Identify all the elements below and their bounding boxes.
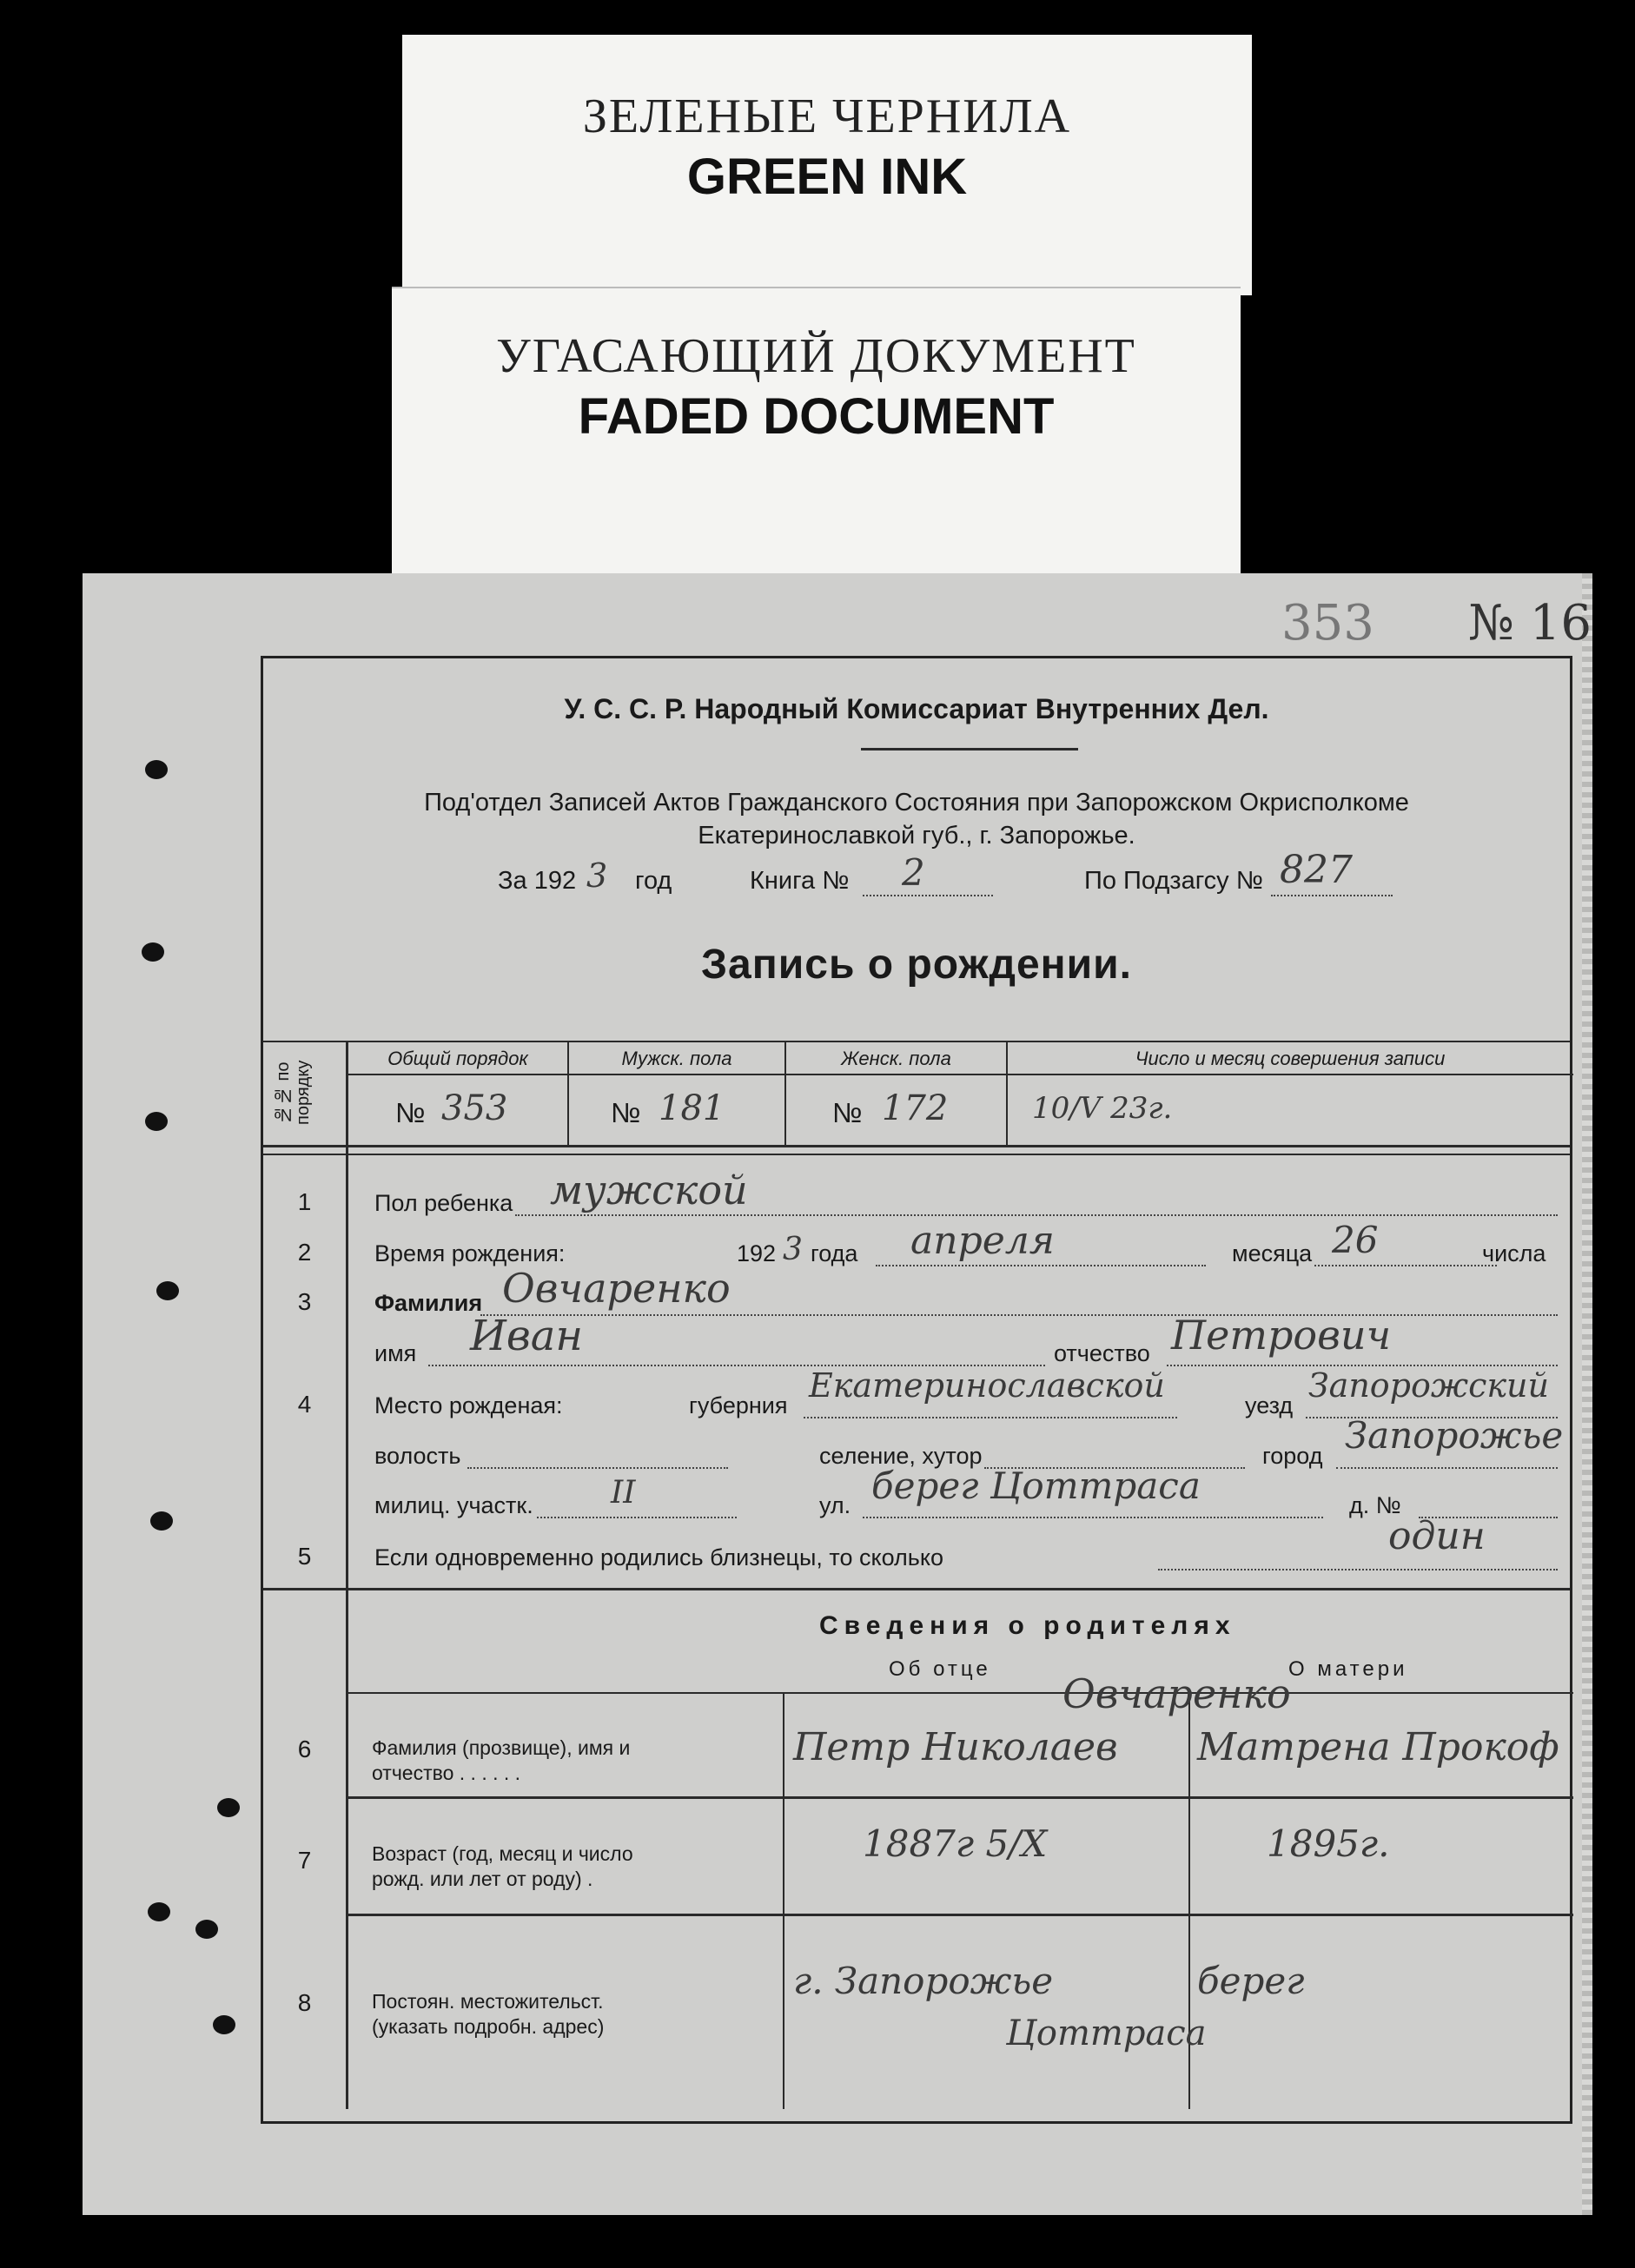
birth-day-label: числа bbox=[1482, 1240, 1546, 1266]
father-heading: Об отце bbox=[889, 1657, 991, 1681]
child-sex-label: Пол ребенка bbox=[374, 1190, 513, 1216]
field-line bbox=[876, 1265, 1206, 1266]
subzags-handwritten: 827 bbox=[1280, 848, 1353, 892]
child-sex-value: мужской bbox=[550, 1167, 748, 1213]
field-line bbox=[537, 1517, 737, 1518]
year-label: За 192 bbox=[498, 867, 577, 895]
row-number: 3 bbox=[297, 1288, 312, 1315]
row-number-heading: №№ по порядку bbox=[274, 1060, 313, 1126]
record-date-value: 10/V 23г. bbox=[1032, 1091, 1173, 1126]
parents-col-rule bbox=[783, 1692, 784, 2109]
punch-hole bbox=[142, 942, 164, 962]
county-label: уезд bbox=[1245, 1392, 1294, 1418]
mother-name-value: Матрена Прокоф bbox=[1197, 1725, 1559, 1769]
section-rule bbox=[263, 1588, 1570, 1590]
ministry-header: У. С. С. Р. Народный Комиссариат Внутренних Дел. bbox=[564, 693, 1269, 724]
militia-value: II bbox=[611, 1475, 636, 1511]
corner-number: 353 bbox=[1281, 595, 1374, 651]
number-column-rule bbox=[346, 1041, 348, 2109]
sheet-number: № 16 bbox=[1468, 595, 1592, 651]
birth-record-form bbox=[261, 656, 1572, 2124]
patronymic-value: Петрович bbox=[1171, 1312, 1392, 1359]
father-age-value: 1887г 5/X bbox=[863, 1822, 1048, 1865]
punch-hole bbox=[217, 1798, 240, 1817]
birth-time-label: Время рождения: bbox=[374, 1240, 566, 1266]
patronymic-label: отчество bbox=[1054, 1340, 1150, 1366]
province-label: губерния bbox=[689, 1392, 788, 1418]
subdepartment-line: Под'отдел Записей Актов Гражданского Состояния при Запорожском Окрисполкоме bbox=[424, 789, 1409, 817]
first-name-label: имя bbox=[374, 1340, 417, 1366]
age-label: Возраст (год, месяц и число рожд. или лет от роду) . bbox=[372, 1842, 633, 1890]
twins-value: один bbox=[1388, 1514, 1486, 1558]
birth-year-digit: 3 bbox=[783, 1232, 803, 1267]
subzags-field-line bbox=[1271, 895, 1393, 896]
table-bottom-rule bbox=[263, 1145, 1570, 1147]
col-general-order: Общий порядок bbox=[387, 1048, 528, 1069]
surname-value: Овчаренко bbox=[502, 1265, 731, 1312]
birth-year-prefix: 192 bbox=[737, 1240, 777, 1266]
birth-day-value: 26 bbox=[1332, 1219, 1379, 1261]
province-value: Екатеринославской bbox=[809, 1366, 1165, 1405]
year-suffix: год bbox=[635, 867, 672, 895]
subzags-label: По Подзагсу № bbox=[1084, 867, 1263, 895]
mother-residence-value: берег bbox=[1197, 1960, 1305, 2002]
row-rule bbox=[348, 1796, 1573, 1799]
punch-hole bbox=[145, 760, 168, 779]
first-name-value: Иван bbox=[470, 1312, 584, 1360]
book-label: Книга № bbox=[750, 867, 850, 895]
field-line bbox=[804, 1417, 1177, 1418]
no-sign: № bbox=[832, 1097, 863, 1128]
field-line bbox=[1158, 1569, 1558, 1570]
house-label: д. № bbox=[1349, 1492, 1401, 1518]
row-number: 5 bbox=[297, 1543, 312, 1570]
col-female: Женск. пола bbox=[841, 1048, 951, 1069]
male-count-value: 181 bbox=[659, 1088, 725, 1128]
col-head-rule bbox=[348, 1074, 1573, 1075]
city-value: Запорожье bbox=[1345, 1414, 1564, 1457]
header-rule bbox=[861, 748, 1078, 750]
birth-month-value: апреля bbox=[910, 1219, 1055, 1263]
faded-document-ru: УГАСАЮЩИЙ ДОКУМЕНТ bbox=[496, 329, 1136, 383]
street-label: ул. bbox=[819, 1492, 851, 1518]
village-label: селение, хутор bbox=[819, 1443, 983, 1469]
row-number: 1 bbox=[297, 1188, 312, 1215]
punch-hole bbox=[145, 1112, 168, 1131]
residence-continuation: Цоттраса bbox=[1006, 2013, 1207, 2053]
row-number: 6 bbox=[297, 1736, 312, 1762]
field-line bbox=[1314, 1265, 1497, 1266]
punch-hole bbox=[148, 1902, 170, 1921]
year-handwritten: 3 bbox=[586, 856, 608, 895]
field-line bbox=[863, 1517, 1323, 1518]
parents-rule bbox=[348, 1692, 1573, 1694]
row-number: 2 bbox=[297, 1239, 312, 1266]
parents-heading: Сведения о родителях bbox=[819, 1611, 1236, 1640]
punch-hole bbox=[213, 2015, 235, 2034]
row-number: 7 bbox=[297, 1847, 312, 1874]
province-line: Екатеринославкой губ., г. Запорожье. bbox=[698, 822, 1135, 850]
book-field-line bbox=[863, 895, 993, 896]
col-record-date: Число и месяц совершения записи bbox=[1135, 1048, 1446, 1069]
militia-label: милиц. участк. bbox=[374, 1492, 533, 1518]
faded-document-en: FADED DOCUMENT bbox=[578, 388, 1055, 445]
green-ink-en: GREEN INK bbox=[686, 149, 968, 205]
parents-surname-value: Овчаренко bbox=[1062, 1670, 1291, 1717]
no-sign: № bbox=[395, 1097, 426, 1128]
birthplace-label: Место рожденая: bbox=[374, 1392, 563, 1418]
volost-label: волость bbox=[374, 1443, 461, 1469]
field-line bbox=[467, 1467, 728, 1469]
father-residence-value: г. Запорожье bbox=[793, 1960, 1054, 2002]
row-rule bbox=[348, 1914, 1573, 1916]
green-ink-label-card bbox=[402, 35, 1252, 295]
row-number: 8 bbox=[297, 1989, 312, 2016]
punch-hole bbox=[150, 1511, 173, 1531]
book-handwritten: 2 bbox=[902, 851, 925, 894]
section-rule bbox=[263, 1154, 1570, 1155]
green-ink-ru: ЗЕЛЕНЫЕ ЧЕРНИЛА bbox=[582, 89, 1072, 143]
field-line bbox=[480, 1314, 1558, 1316]
no-sign: № bbox=[611, 1097, 641, 1128]
torn-edge bbox=[1582, 573, 1592, 2215]
general-order-value: 353 bbox=[441, 1088, 508, 1128]
col-male: Мужск. пола bbox=[621, 1048, 732, 1069]
record-title: Запись о рождении. bbox=[700, 942, 1132, 988]
table-top-rule bbox=[263, 1041, 1570, 1042]
full-name-label: Фамилия (прозвище), имя и отчество . . . . . . bbox=[372, 1736, 631, 1784]
punch-hole bbox=[195, 1920, 218, 1939]
twins-label: Если одновременно родились близнецы, то сколько bbox=[374, 1544, 943, 1570]
field-line bbox=[1336, 1467, 1558, 1469]
female-count-value: 172 bbox=[882, 1088, 949, 1128]
mother-age-value: 1895г. bbox=[1267, 1822, 1390, 1865]
mother-heading: О матери bbox=[1288, 1657, 1408, 1681]
county-value: Запорожский bbox=[1308, 1366, 1550, 1405]
punch-hole bbox=[156, 1281, 179, 1300]
residence-label: Постоян. местожительст. (указать подробн. адрес) bbox=[372, 1990, 605, 2038]
field-line bbox=[515, 1214, 1558, 1216]
surname-label: Фамилия bbox=[374, 1290, 483, 1316]
city-label: город bbox=[1262, 1443, 1323, 1469]
row-number: 4 bbox=[297, 1391, 312, 1418]
faded-document-label-card bbox=[392, 288, 1241, 575]
birth-month-label: месяца bbox=[1232, 1240, 1313, 1266]
birth-year-suffix: года bbox=[811, 1240, 858, 1266]
father-name-value: Петр Николаев bbox=[793, 1725, 1118, 1769]
street-value: берег Цоттраса bbox=[871, 1465, 1201, 1507]
